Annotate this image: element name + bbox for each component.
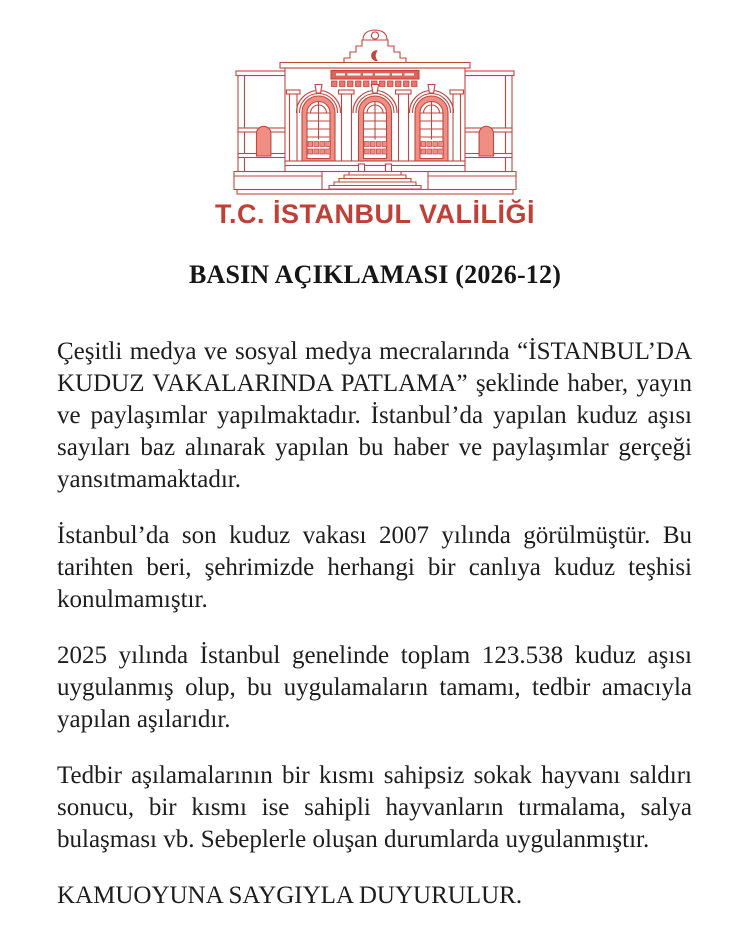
paragraph: Çeşitli medya ve sosyal medya mecralarında “İSTANBUL’DA KUDUZ VAKALARINDA PATLAMA” şeklinde haber, yayın ve paylaşımlar yapılmaktadır. İstanbul’da yapılan kuduz aşısı sayıları baz alınarak yapılan bu haber ve paylaşımlar gerçeği yansıtmamaktadır. bbox=[57, 338, 692, 493]
document-title: BASIN AÇIKLAMASI (2026-12) bbox=[188, 260, 562, 289]
paragraph: İstanbul’da son kuduz vakası 2007 yılında görülmüştür. Bu tarihten beri, şehrimizde herhangi bir canlıya kuduz teşhisi konulmamıştır. bbox=[57, 522, 692, 613]
paragraph: 2025 yılında İstanbul genelinde toplam 123.538 kuduz aşısı uygulanmış olup, bu uygulamaların tamamı, tedbir amacıyla yapılan aşılarıdır. bbox=[57, 642, 692, 733]
closing-line: KAMUOYUNA SAYGIYLA DUYURULUR. bbox=[57, 882, 523, 909]
document-body bbox=[57, 336, 692, 912]
government-building-logo-icon bbox=[225, 28, 525, 198]
letterhead bbox=[0, 0, 750, 230]
logo-caption: T.C. İSTANBUL VALİLİĞİ bbox=[215, 199, 535, 229]
paragraph: Tedbir aşılamalarının bir kısmı sahipsiz sokak hayvanı saldırı sonucu, bir kısmı ise sahipli hayvanların tırmalama, salya bulaşması vb. Sebeplerle oluşan durumlarda uygulanmıştır. bbox=[57, 762, 692, 853]
